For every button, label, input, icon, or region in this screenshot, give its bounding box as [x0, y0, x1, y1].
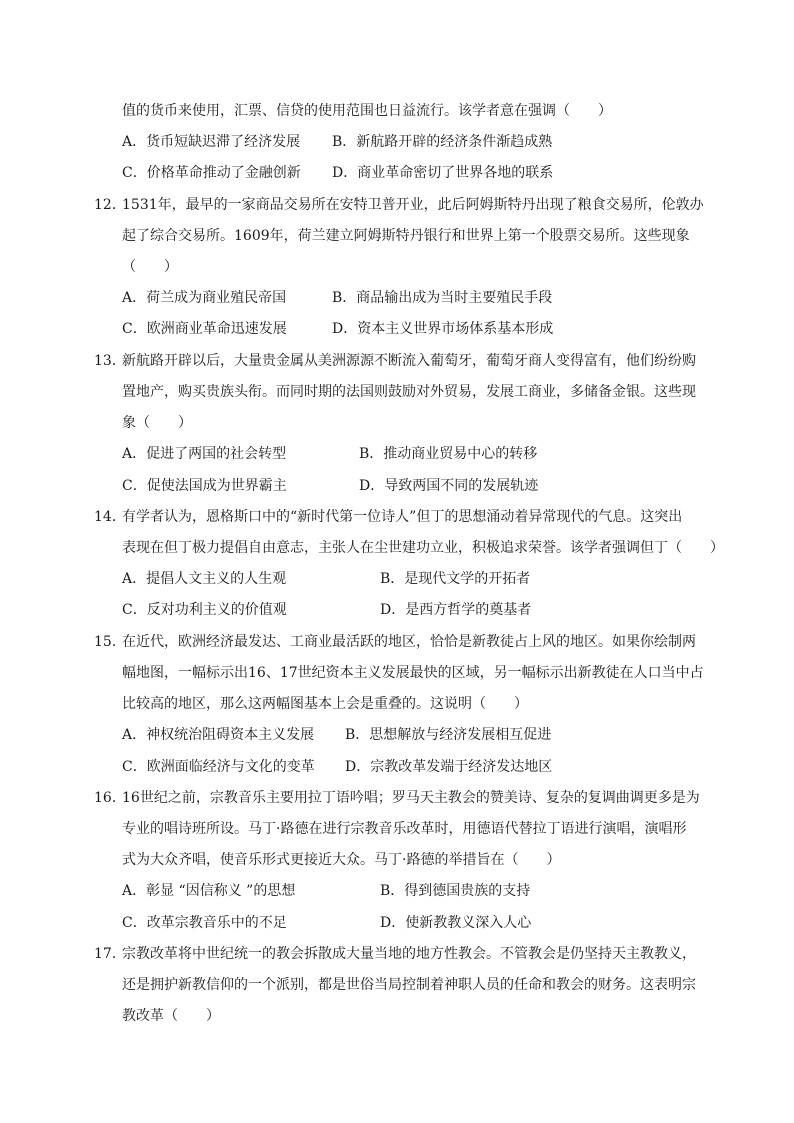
question-13-stem-line: 置地产，购买贵族头衔。而同时期的法国则鼓励对外贸易，发展工商业，多储备金银。这些现: [122, 384, 696, 400]
question-15-stem-line: 比较高的地区，那么这两幅图基本上会是重叠的。这说明（ ）: [122, 696, 528, 712]
option-a: A．彰显 “因信称义 ”的思想: [122, 883, 296, 899]
option-d: D．商业革命密切了世界各地的联系: [332, 165, 554, 181]
option-b: B．得到德国贵族的支持: [380, 883, 531, 899]
option-c: C．价格革命推动了金融创新: [122, 165, 301, 181]
question-16-number: 16．: [94, 790, 126, 806]
question-11-stem-line: 值的货币来使用，汇票、信贷的使用范围也日益流行。该学者意在强调（ ）: [122, 103, 612, 119]
option-a: A．荷兰成为商业殖民帝国: [122, 290, 287, 306]
question-17-stem-line: 教改革（ ）: [122, 1008, 220, 1024]
option-b: B．思想解放与经济发展相互促进: [345, 727, 552, 743]
question-16-stem-line: 式为大众齐唱，使音乐形式更接近大众。马丁·路德的举措旨在（ ）: [122, 852, 561, 868]
question-17-stem-line: 宗教改革将中世纪统一的教会拆散成大量当地的地方性教会。不管教会是仍坚持天主教教义，: [122, 946, 696, 962]
option-b: B．新航路开辟的经济条件渐趋成熟: [332, 134, 553, 150]
question-12-stem-line: （ ）: [122, 259, 178, 275]
question-13-number: 13．: [94, 353, 126, 369]
option-c: C．欧洲面临经济与文化的变革: [122, 759, 315, 775]
option-a: A．神权统治阻碍资本主义发展: [122, 727, 315, 743]
option-b: B．商品输出成为当时主要殖民手段: [332, 290, 553, 306]
question-13-stem-line: 象（ ）: [122, 415, 192, 431]
question-12-number: 12．: [94, 197, 126, 213]
option-c: C．欧洲商业革命迅速发展: [122, 321, 287, 337]
option-b: B．推动商业贸易中心的转移: [359, 446, 538, 462]
question-15-stem-line: 在近代，欧洲经济最发达、工商业最活跃的地区，恰恰是新教徒占上风的地区。如果你绘制两: [122, 634, 696, 650]
option-d: D．使新教教义深入人心: [380, 915, 532, 931]
question-15-stem-line: 幅地图，一幅标示出16、17世纪资本主义发展最快的区域，另一幅标示出新教徒在人口当中占: [122, 665, 704, 681]
option-d: D．是西方哲学的奠基者: [380, 602, 532, 618]
option-d: D．资本主义世界市场体系基本形成: [332, 321, 554, 337]
question-17-number: 17．: [94, 946, 126, 962]
question-16-stem-line: 16世纪之前，宗教音乐主要用拉丁语吟唱；罗马天主教会的赞美诗、复杂的复调曲调更多是为: [122, 790, 700, 806]
option-d: D．导致两国不同的发展轨迹: [359, 478, 539, 494]
option-d: D．宗教改革发端于经济发达地区: [345, 759, 553, 775]
option-c: C．促使法国成为世界霸主: [122, 478, 287, 494]
option-a: A．提倡人文主义的人生观: [122, 571, 287, 587]
option-b: B．是现代文学的开拓者: [380, 571, 531, 587]
option-a: A．货币短缺迟滞了经济发展: [122, 134, 301, 150]
option-c: C．改革宗教音乐中的不足: [122, 915, 287, 931]
option-c: C．反对功利主义的价值观: [122, 602, 287, 618]
question-16-stem-line: 专业的唱诗班所设。马丁·路德在进行宗教音乐改革时，用德语代替拉丁语进行演唱，演唱形: [122, 821, 687, 837]
option-a: A．促进了两国的社会转型: [122, 446, 287, 462]
question-15-number: 15．: [94, 634, 126, 650]
question-14-stem-line: 有学者认为，恩格斯口中的“新时代第一位诗人”但丁的思想涌动着异常现代的气息。这突出: [122, 509, 683, 525]
question-12-stem-line: 起了综合交易所。1609年，荷兰建立阿姆斯特丹银行和世界上第一个股票交易所。这些现象: [122, 228, 690, 244]
question-17-stem-line: 还是拥护新教信仰的一个派别，都是世俗当局控制着神职人员的任命和教会的财务。这表明宗: [122, 977, 696, 993]
question-12-stem-line: 1531年，最早的一家商品交易所在安特卫普开业，此后阿姆斯特丹出现了粮食交易所，伦敦办: [122, 197, 704, 213]
question-14-number: 14．: [94, 509, 126, 525]
question-14-stem-line: 表现在但丁极力提倡自由意志，主张人在尘世建功立业，积极追求荣誉。该学者强调但丁（ ）: [122, 540, 724, 556]
question-13-stem-line: 新航路开辟以后，大量贵金属从美洲源源不断流入葡萄牙，葡萄牙商人变得富有，他们纷纷购: [122, 353, 696, 369]
